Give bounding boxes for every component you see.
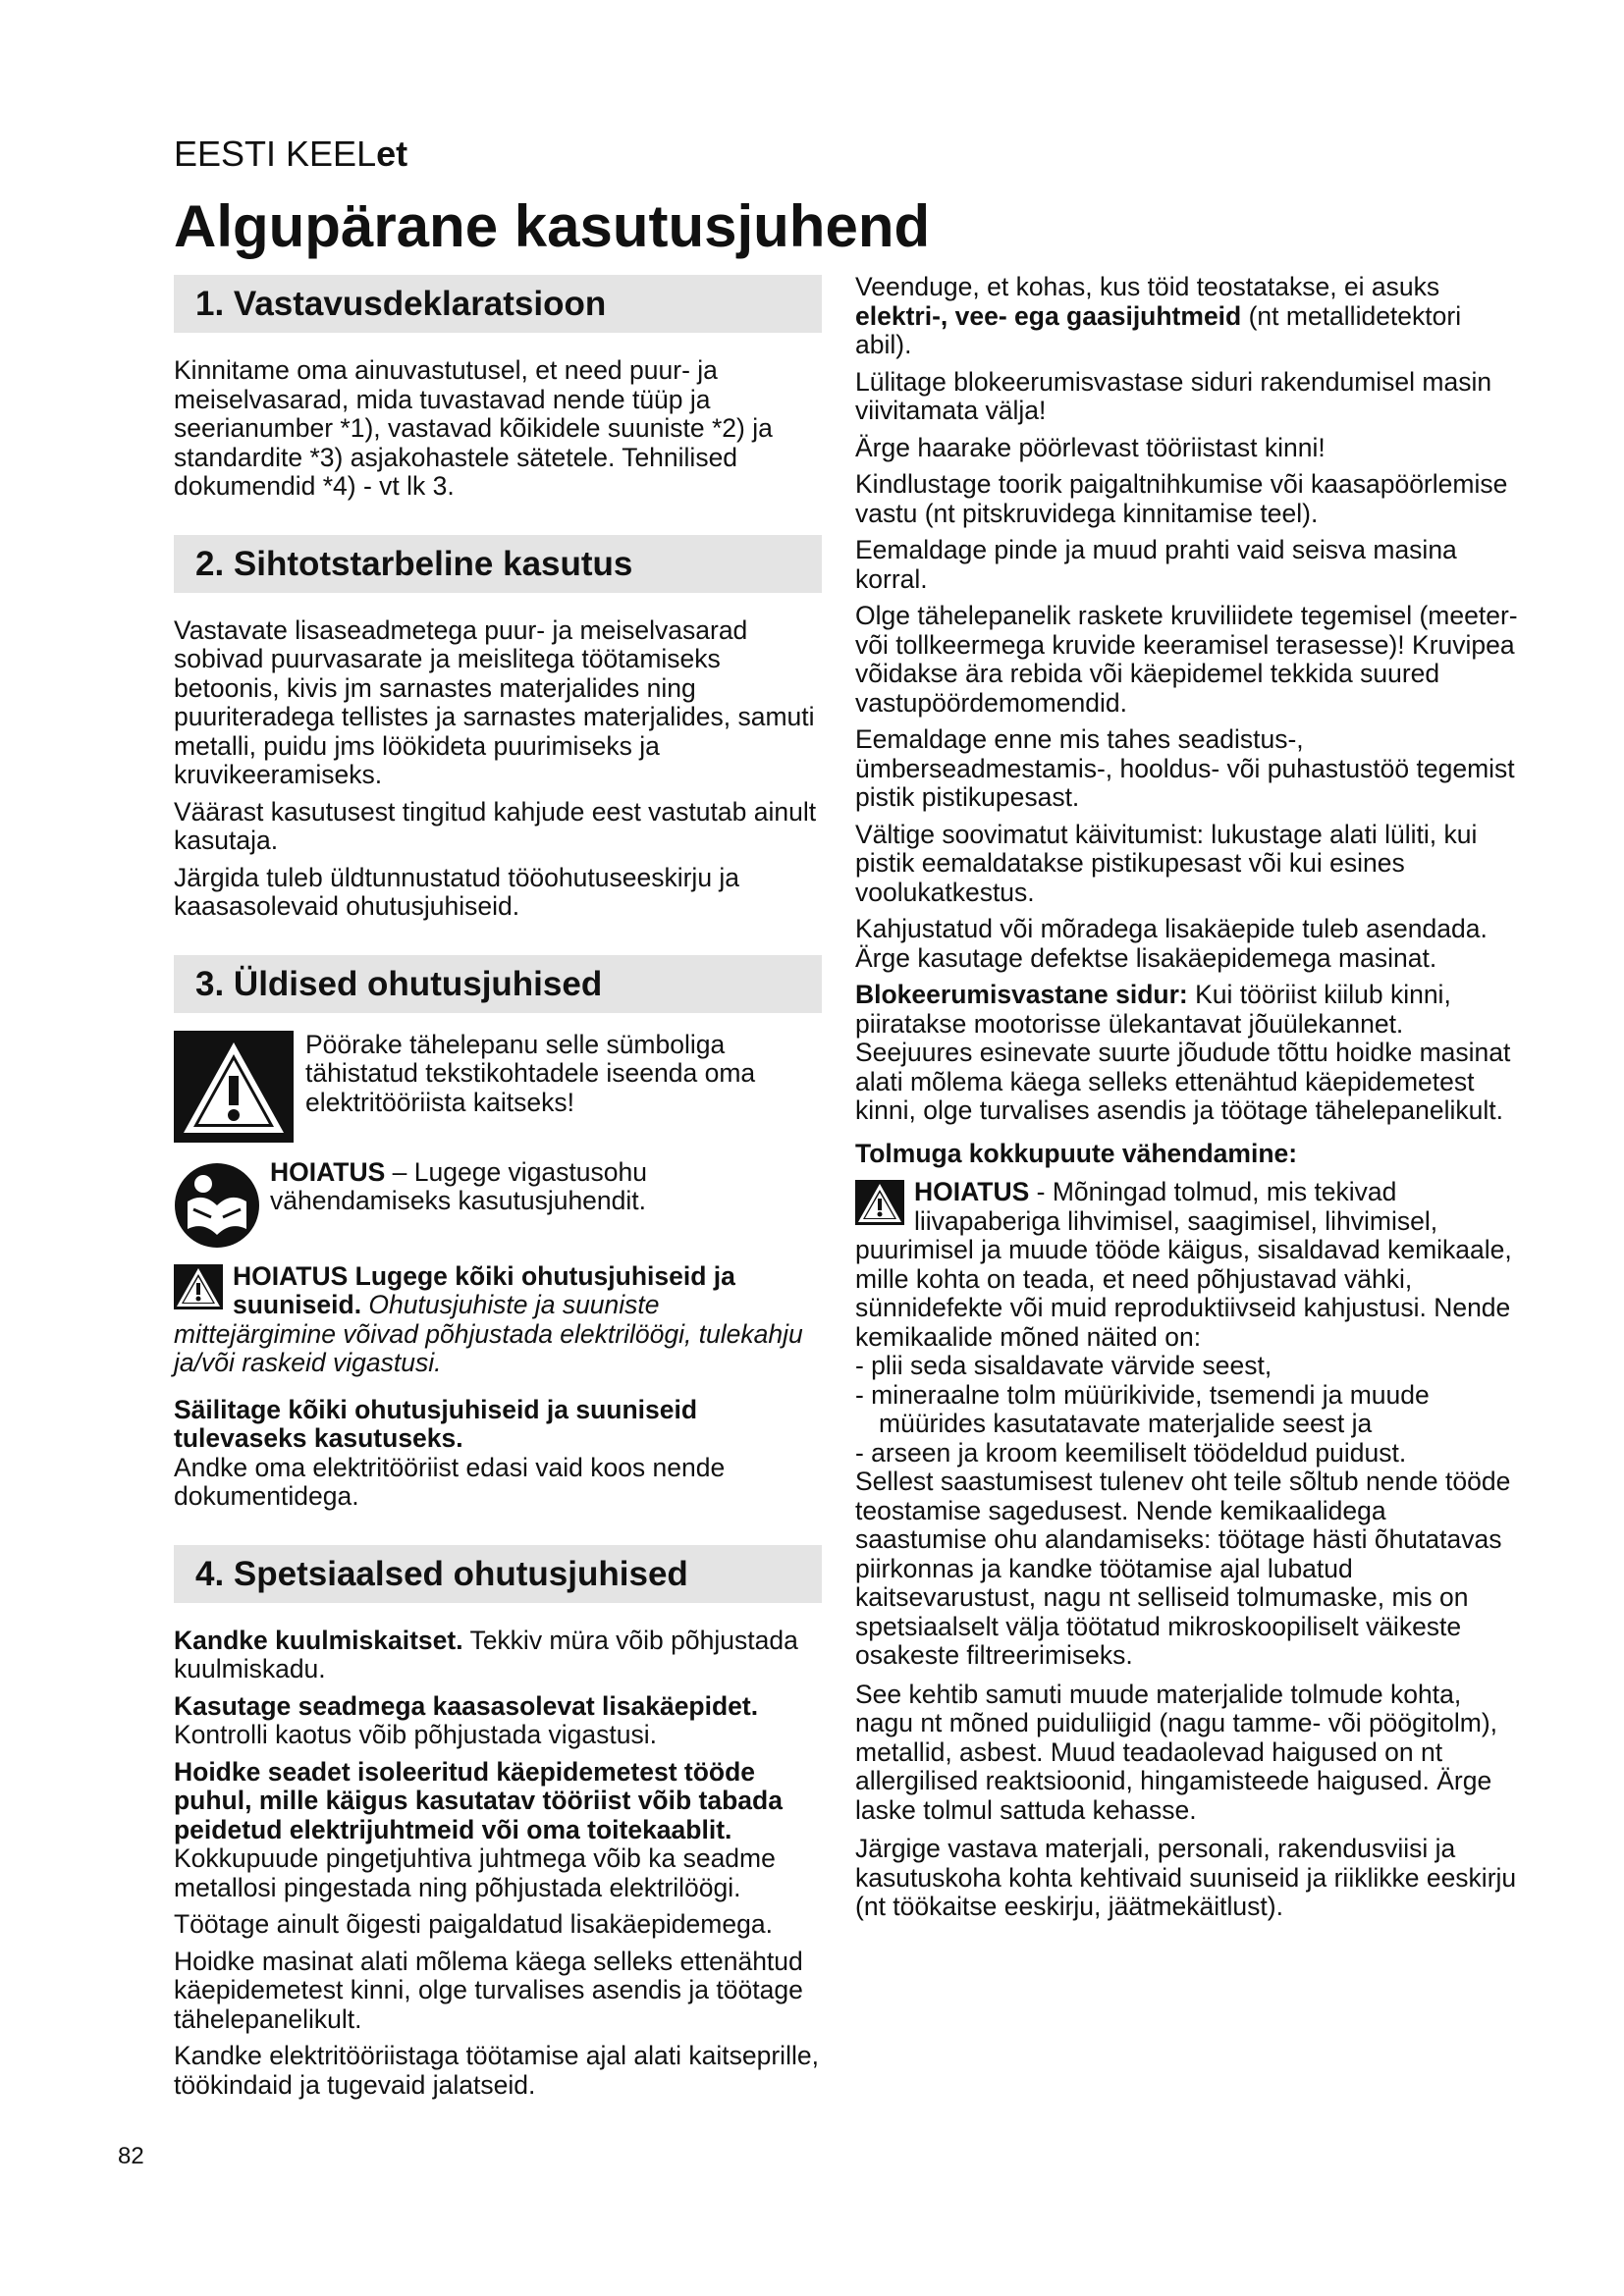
secure-workpiece-text: Kindlustage toorik paigaltnihkumise või kaasapöörlemise vastu (nt pitskruvidega kinnitamise teel). (855, 469, 1508, 528)
manual-warning-text: – Lugege vigastusohu vähendamiseks kasutusjuhendit. (270, 1156, 647, 1215)
manual-warning-label: HOIATUS (270, 1156, 386, 1187)
other-dust-text: See kehtib samuti muude materjalide tolmude kohta, nagu nt mõned puiduliigid (nagu tamme- või pöögitolm), metallid, asbest. Muud teadaolevad haigused on nt allergilised reaktsioonid, hingamisteede haigused. Ärge laske tolmul sattuda kehasse. (855, 1679, 1498, 1825)
page-number: 82 (118, 2143, 144, 2169)
aux-handle-text: Kontrolli kaotus võib põhjustada vigastusi. (174, 1720, 658, 1749)
damaged-handle-text: Kahjustatud või mõradega lisakäepide tuleb asendada. Ärge kasutage defektse lisakäepidemega masinat. (855, 914, 1488, 973)
aux-handle-bold: Kasutage seadmega kaasasolevat lisakäepidet. (174, 1690, 759, 1721)
cables-check-text: Veenduge, et kohas, kus töid teostatakse, ei asuks (855, 272, 1440, 301)
hearing-protection-text: Tekkiv müra võib põhjustada kuulmiskadu. (174, 1625, 798, 1683)
dust-heading: Tolmuga kokkupuute vähendamine: (855, 1138, 1298, 1168)
rotating-tool-text: Ärge haarake pöörlevast tööriistast kinni! (855, 432, 1326, 462)
warning-triangle-dust-icon (855, 1180, 904, 1225)
list-item: müürides kasutatavate materjalide seest ja (879, 1409, 1373, 1438)
keep-instructions-bold: Säilitage kõiki ohutusjuhiseid ja suuniseid tulevaseks kasutuseks. (174, 1394, 698, 1453)
read-manual-icon (174, 1162, 260, 1249)
left-column (174, 275, 822, 2108)
dust-warning-bold: HOIATUS (914, 1177, 1030, 1206)
regulations-text: Järgida tuleb üldtunnustatud tööohutuseeskirju ja kaasasolevaid ohutusjuhiseid. (174, 862, 740, 921)
regulations-follow-text: Järgige vastava materjali, personali, rakendusviisi ja kasutuskoha kohta kehtivaid suuniseid ja riiklikke eeskirju (nt töökaitse eeskirju, jäätmekäitlust). (855, 1834, 1517, 1921)
heavy-screw-text: Olge tähelepanelik raskete kruviliidete tegemisel (meeter- või tollkeermega kruvide keeramisel terasesse)! Kruvipea võidakse ära rebida või käepidemel tekkida suured vastupöördemomendid. (855, 601, 1518, 718)
section-heading-3: 3. Üldised ohutusjuhised (174, 955, 822, 1013)
correct-handle-text: Töötage ainult õigesti paigaldatud lisakäepidemega. (174, 1909, 773, 1939)
dust-risk-text: Sellest saastumisest tulenev oht teile sõltub nende tööde teostamise sagedusest. Nende kemikaalidega saastumise ohu alandamiseks: töötage hästi õhutatavas piirkonnas ja kandke töötamise ajal lubatud kaitsevarustust, nagu nt selliseid tolmumaske, mis on spetsiaalselt välja töötatud mikroskoopiliselt väikeste osakeste filtreerimiseks. (855, 1467, 1511, 1670)
page-title: Algupärane kasutusjuhend (174, 193, 931, 259)
cables-check-bold: elektri-, vee- ega gaasijuhtmeid (855, 300, 1242, 331)
declaration-text: Kinnitame oma ainuvastutusel, et need puur- ja meiselvasarad, mida tuvastavad nende tüüp ja seerianumber *1), vastavad kõikidele suuniste *2) ja standardite *3) asjakohastele sätetele. Tehnilised dokumendid *4) - vt lk 3. (174, 355, 773, 501)
read-all-warning-bold: HOIATUS Lugege kõiki ohutusjuhiseid ja suuniseid. (233, 1260, 735, 1319)
warning-triangle-icon (174, 1031, 294, 1143)
protective-gear-text: Kandke elektritööriistaga töötamise ajal alati kaitseprille, töökindaid ja tugevaid jalatseid. (174, 2041, 819, 2100)
anti-lock-clutch-text: Kui tööriist kiilub kinni, piiratakse mootorisse ülekantavat jõuülekannet. Seejuures esinevate suurte jõudude tõttu hoidke masinat alati mõlema käega selleks ettenähtud käepidemetest kinni, olge turvalises asendis ja töötage tähelepanelikult. (855, 980, 1511, 1125)
list-item: - arseen ja kroom keemiliselt töödeldud puidust. (855, 1437, 1407, 1468)
remove-chips-text: Eemaldage pinde ja muud prahti vaid seisva masina korral. (855, 535, 1457, 594)
intended-use-text: Vastavate lisaseadmetega puur- ja meiselvasarad sobivad puurvasarate ja meislitega töötamiseks betoonis, kivis jm sarnastes materjalides ning puuriteradega tellistes ja sarnastes materjalides, samuti metalli, puidu jms löökideta puurimiseks ja kruvikeeramiseks. (174, 614, 815, 789)
symbol-notice-text: Pöörake tähelepanu selle sümboliga tähistatud tekstikohtadele iseenda oma elektritööriista kaitseks! (305, 1029, 756, 1117)
language-label: EESTI KEELet (174, 133, 408, 174)
hearing-protection-bold: Kandke kuulmiskaitset. (174, 1625, 463, 1655)
avoid-start-text: Vältige soovimatut käivitumist: lukustage alati lüliti, kui pistik eemaldatakse pistikupesast või kui esines voolukatkestus. (855, 819, 1478, 907)
symbol-notice (174, 1031, 822, 1143)
list-item: - plii seda sisaldavate värvide seest, (855, 1351, 1272, 1380)
section-heading-4: 4. Spetsiaalsed ohutusjuhised (174, 1545, 822, 1603)
manual-warning (174, 1158, 822, 1249)
dust-warning (855, 1178, 1523, 1352)
anti-lock-clutch-bold: Blokeerumisvastane sidur: (855, 980, 1188, 1009)
insulated-grip-text: Kokkupuude pingetjuhtiva juhtmega võib ka seadme metallosi pingestada ning põhjustada elektrilöögi. (174, 1843, 776, 1902)
liability-text: Väärast kasutusest tingitud kahjude eest vastutab ainult kasutaja. (174, 796, 817, 855)
section-heading-1: 1. Vastavusdeklaratsioon (174, 275, 822, 333)
read-all-warning-italic: Ohutusjuhiste ja suuniste mittejärgimine võivad põhjustada elektrilöögi, tulekahju ja/või raskeid vigastusi. (174, 1290, 803, 1377)
cables-check-text-end: (nt metallidetektori abil). (855, 300, 1462, 359)
read-all-warning (174, 1262, 822, 1386)
warning-triangle-small-icon (174, 1264, 223, 1309)
unplug-text: Eemaldage enne mis tahes seadistus-, ümberseadmestamis-, hooldus- või puhastustöö tegemist pistik pistikupesast. (855, 724, 1515, 812)
language-code: et (376, 133, 408, 174)
insulated-grip-bold: Hoidke seadet isoleeritud käepidemetest tööde puhul, mille käigus kasutatav tööriist võib tabada peidetud elektrijuhtmeid või oma toitekaablit. (174, 1756, 783, 1844)
clutch-text: Lülitage blokeerumisvastase siduri rakendumisel masin viivitamata välja! (855, 366, 1492, 425)
section-heading-2: 2. Sihtotstarbeline kasutus (174, 535, 822, 593)
both-hands-text: Hoidke masinat alati mõlema käega selleks ettenähtud käepidemetest kinni, olge turvalises asendis ja töötage tähelepanelikult. (174, 1946, 803, 2034)
list-item: - mineraalne tolm müürikivide, tsemendi ja muude (855, 1379, 1430, 1410)
chemical-list (855, 1352, 1523, 1468)
keep-instructions-text: Andke oma elektritööriist edasi vaid koos nende dokumentidega. (174, 1452, 726, 1511)
dust-warning-text: - Mõningad tolmud, mis tekivad liivapaberiga lihvimisel, saagimisel, lihvimisel, puurimisel ja muude tööde käigus, sisaldavad kemikaale, mille kohta on teada, et need põhjustavad vähki, sünnidefekte või muid reproduktiivseid kahjustusi. Nende kemikaalide mõned näited on: (855, 1177, 1512, 1352)
right-column (855, 273, 1523, 1930)
